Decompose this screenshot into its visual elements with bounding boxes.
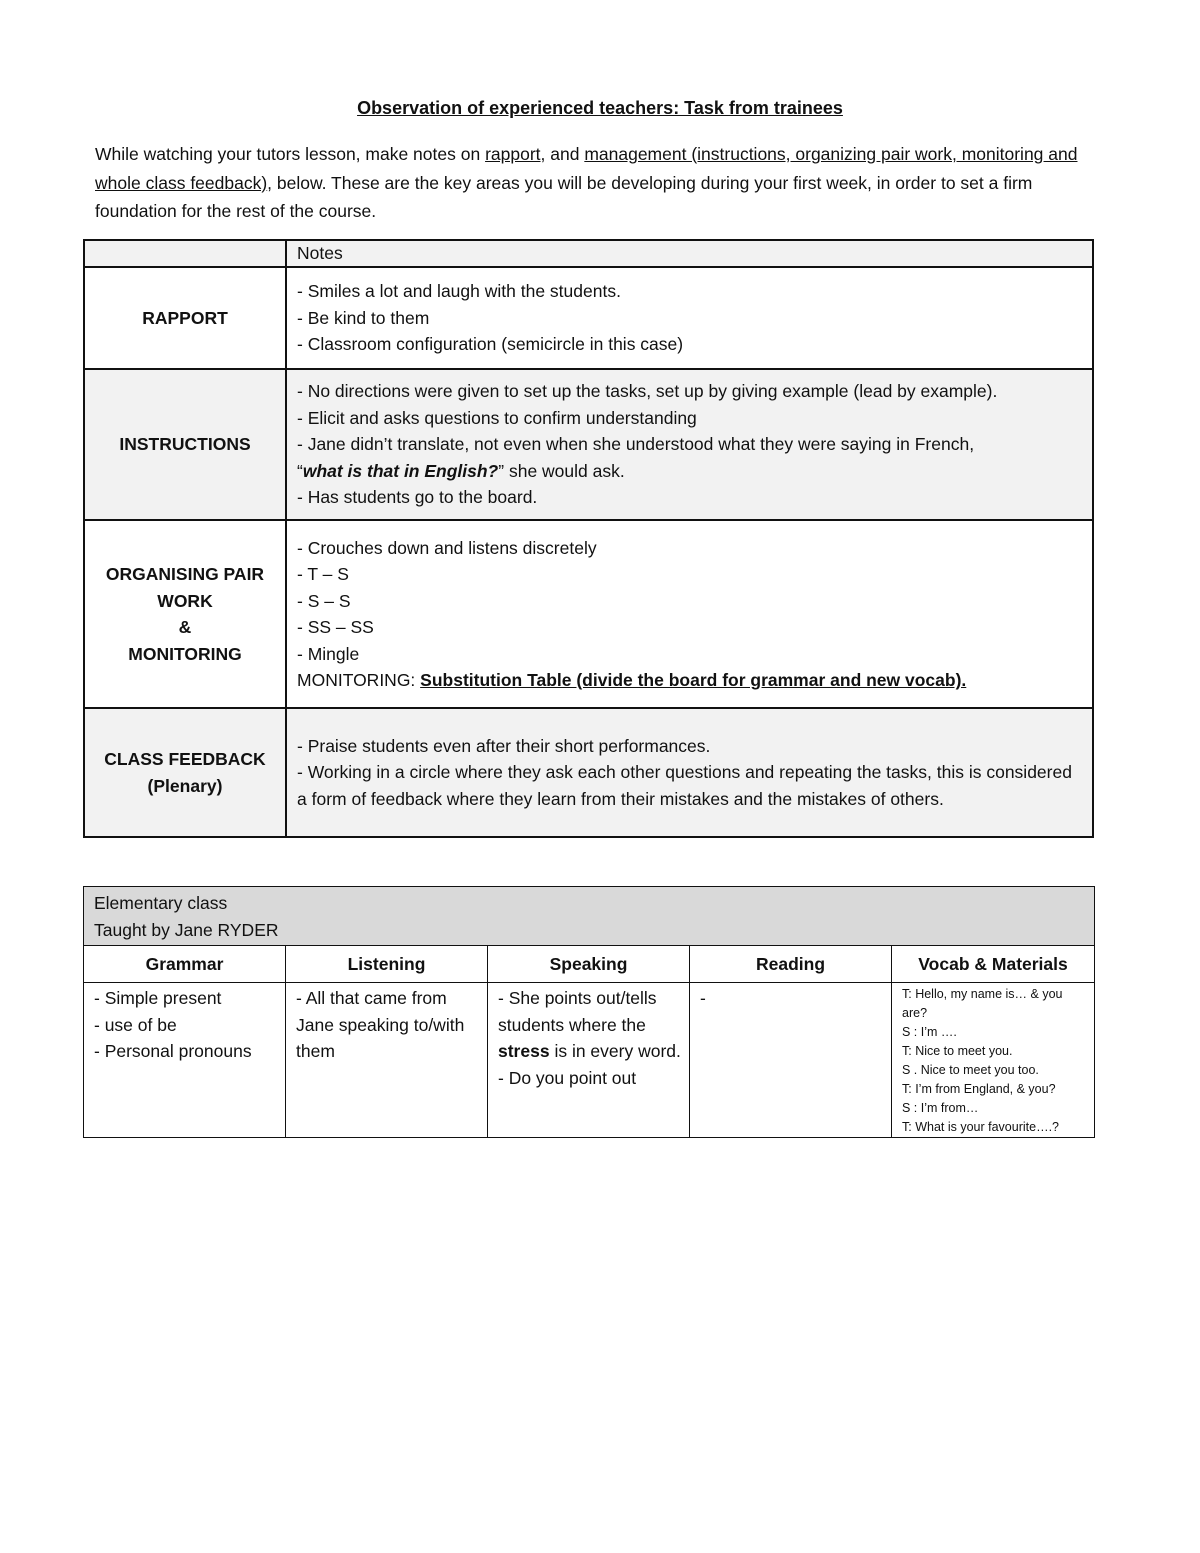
feedback-label	[84, 708, 286, 837]
pair-work-note: - Crouches down and listens discretely	[297, 537, 597, 558]
quote-rest: ” she would ask.	[498, 460, 625, 481]
feedback-note: - Praise students even after their short performances.	[297, 735, 711, 756]
feedback-label-line: CLASS FEEDBACK	[104, 749, 266, 769]
document-title: Observation of experienced teachers: Task from trainees	[357, 98, 843, 118]
intro-rapport: rapport	[485, 144, 541, 164]
pair-work-note: - Mingle	[297, 643, 360, 664]
pair-work-label-line: &	[178, 617, 192, 637]
reading-header: Reading	[690, 946, 892, 983]
grammar-header: Grammar	[84, 946, 286, 983]
speaking-stress: stress	[498, 1041, 550, 1061]
vocab-line: T: Hello, my name is… & you are?	[902, 987, 1063, 1020]
pair-work-notes	[286, 520, 1093, 708]
pair-work-row	[84, 520, 1093, 708]
intro-text-1: While watching your tutors lesson, make notes on	[95, 144, 486, 164]
feedback-label-line: (Plenary)	[147, 775, 223, 796]
class-teacher: Taught by Jane RYDER	[94, 919, 279, 940]
intro-text-3: , below. These are the key areas you will be developing during your first week, in order to set a firm foundation for the rest of the course.	[95, 172, 1033, 221]
instructions-notes	[286, 369, 1093, 520]
rapport-note: - Classroom configuration (semicircle in this case)	[297, 334, 684, 355]
monitoring-note	[297, 667, 1084, 694]
speaking-cell	[488, 983, 690, 1138]
vocab-cell	[892, 983, 1095, 1138]
class-heading	[84, 887, 1095, 946]
vocab-line: S . Nice to meet you too.	[902, 1063, 1039, 1077]
monitoring-prefix: MONITORING:	[297, 670, 421, 690]
intro-text-2: , and	[540, 144, 585, 164]
instructions-row	[84, 369, 1093, 520]
vocab-line: T: I’m from England, & you?	[902, 1082, 1056, 1096]
intro-paragraph	[95, 140, 1100, 226]
speaking-text-1: - She points out/tells students where the	[498, 988, 657, 1035]
pair-work-label-line: ORGANISING PAIR	[105, 564, 265, 584]
rapport-notes	[286, 267, 1093, 369]
rapport-note: - Be kind to them	[297, 307, 430, 328]
speaking-text-2: is in every word.	[549, 1041, 681, 1061]
rapport-row	[84, 267, 1093, 369]
vocab-line: S : I’m from…	[902, 1101, 979, 1115]
vocab-line: T: Nice to meet you.	[902, 1044, 1013, 1058]
feedback-note: - Working in a circle where they ask each other questions and repeating the tasks, this is considered a form of feedback where they learn from their mistakes and the mistakes of others.	[297, 762, 1072, 809]
rapport-label: RAPPORT	[84, 267, 286, 369]
instructions-label: INSTRUCTIONS	[84, 369, 286, 520]
table-header-row	[84, 240, 1093, 267]
grammar-cell	[84, 983, 286, 1138]
listening-text: - All that came from Jane speaking to/with them	[296, 988, 465, 1061]
grammar-item: - use of be	[94, 1014, 177, 1035]
quote-emphasis: what is that in English?	[302, 460, 499, 481]
pair-work-label-line: WORK	[157, 590, 213, 611]
class-heading-row	[84, 887, 1095, 946]
reading-cell	[690, 983, 892, 1138]
intro-management: management (instructions, organizing pair work, monitoring and whole class feedback)	[95, 144, 1078, 193]
instructions-note: - Elicit and asks questions to confirm understanding	[297, 407, 697, 428]
feedback-row	[84, 708, 1093, 837]
column-header-row	[84, 946, 1095, 983]
instructions-note: - Has students go to the board.	[297, 487, 538, 508]
class-level: Elementary class	[94, 893, 228, 913]
rapport-note: - Smiles a lot and laugh with the students.	[297, 281, 621, 302]
grammar-item: - Personal pronouns	[94, 1041, 252, 1061]
instructions-note: - No directions were given to set up the tasks, set up by giving example (lead by example).	[297, 381, 998, 402]
pair-work-note: - T – S	[297, 564, 349, 584]
instructions-note: - Jane didn’t translate, not even when she understood what they were saying in French,	[297, 434, 975, 455]
vocab-line: T: What is your favourite….?	[902, 1120, 1060, 1134]
reading-text: -	[700, 988, 706, 1008]
header-empty-cell	[84, 240, 286, 267]
feedback-notes	[286, 708, 1093, 837]
class-details-table	[83, 886, 1095, 1138]
pair-work-label-line: MONITORING	[128, 643, 242, 664]
class-content-row	[84, 983, 1095, 1138]
speaking-text-3: - Do you point out	[498, 1067, 637, 1088]
vocab-line: S : I’m ….	[902, 1025, 957, 1039]
monitoring-text: Substitution Table (divide the board for grammar and new vocab).	[420, 670, 967, 690]
listening-cell	[286, 983, 488, 1138]
instructions-note-quote	[297, 458, 1084, 485]
pair-work-note: - SS – SS	[297, 617, 374, 637]
notes-header: Notes	[286, 240, 1093, 267]
pair-work-note: - S – S	[297, 590, 351, 611]
grammar-item: - Simple present	[94, 988, 222, 1008]
observation-table	[83, 239, 1094, 838]
pair-work-label	[84, 520, 286, 708]
quote-open: “	[297, 460, 303, 481]
listening-header: Listening	[286, 946, 488, 983]
vocab-header: Vocab & Materials	[892, 946, 1095, 983]
speaking-header: Speaking	[488, 946, 690, 983]
